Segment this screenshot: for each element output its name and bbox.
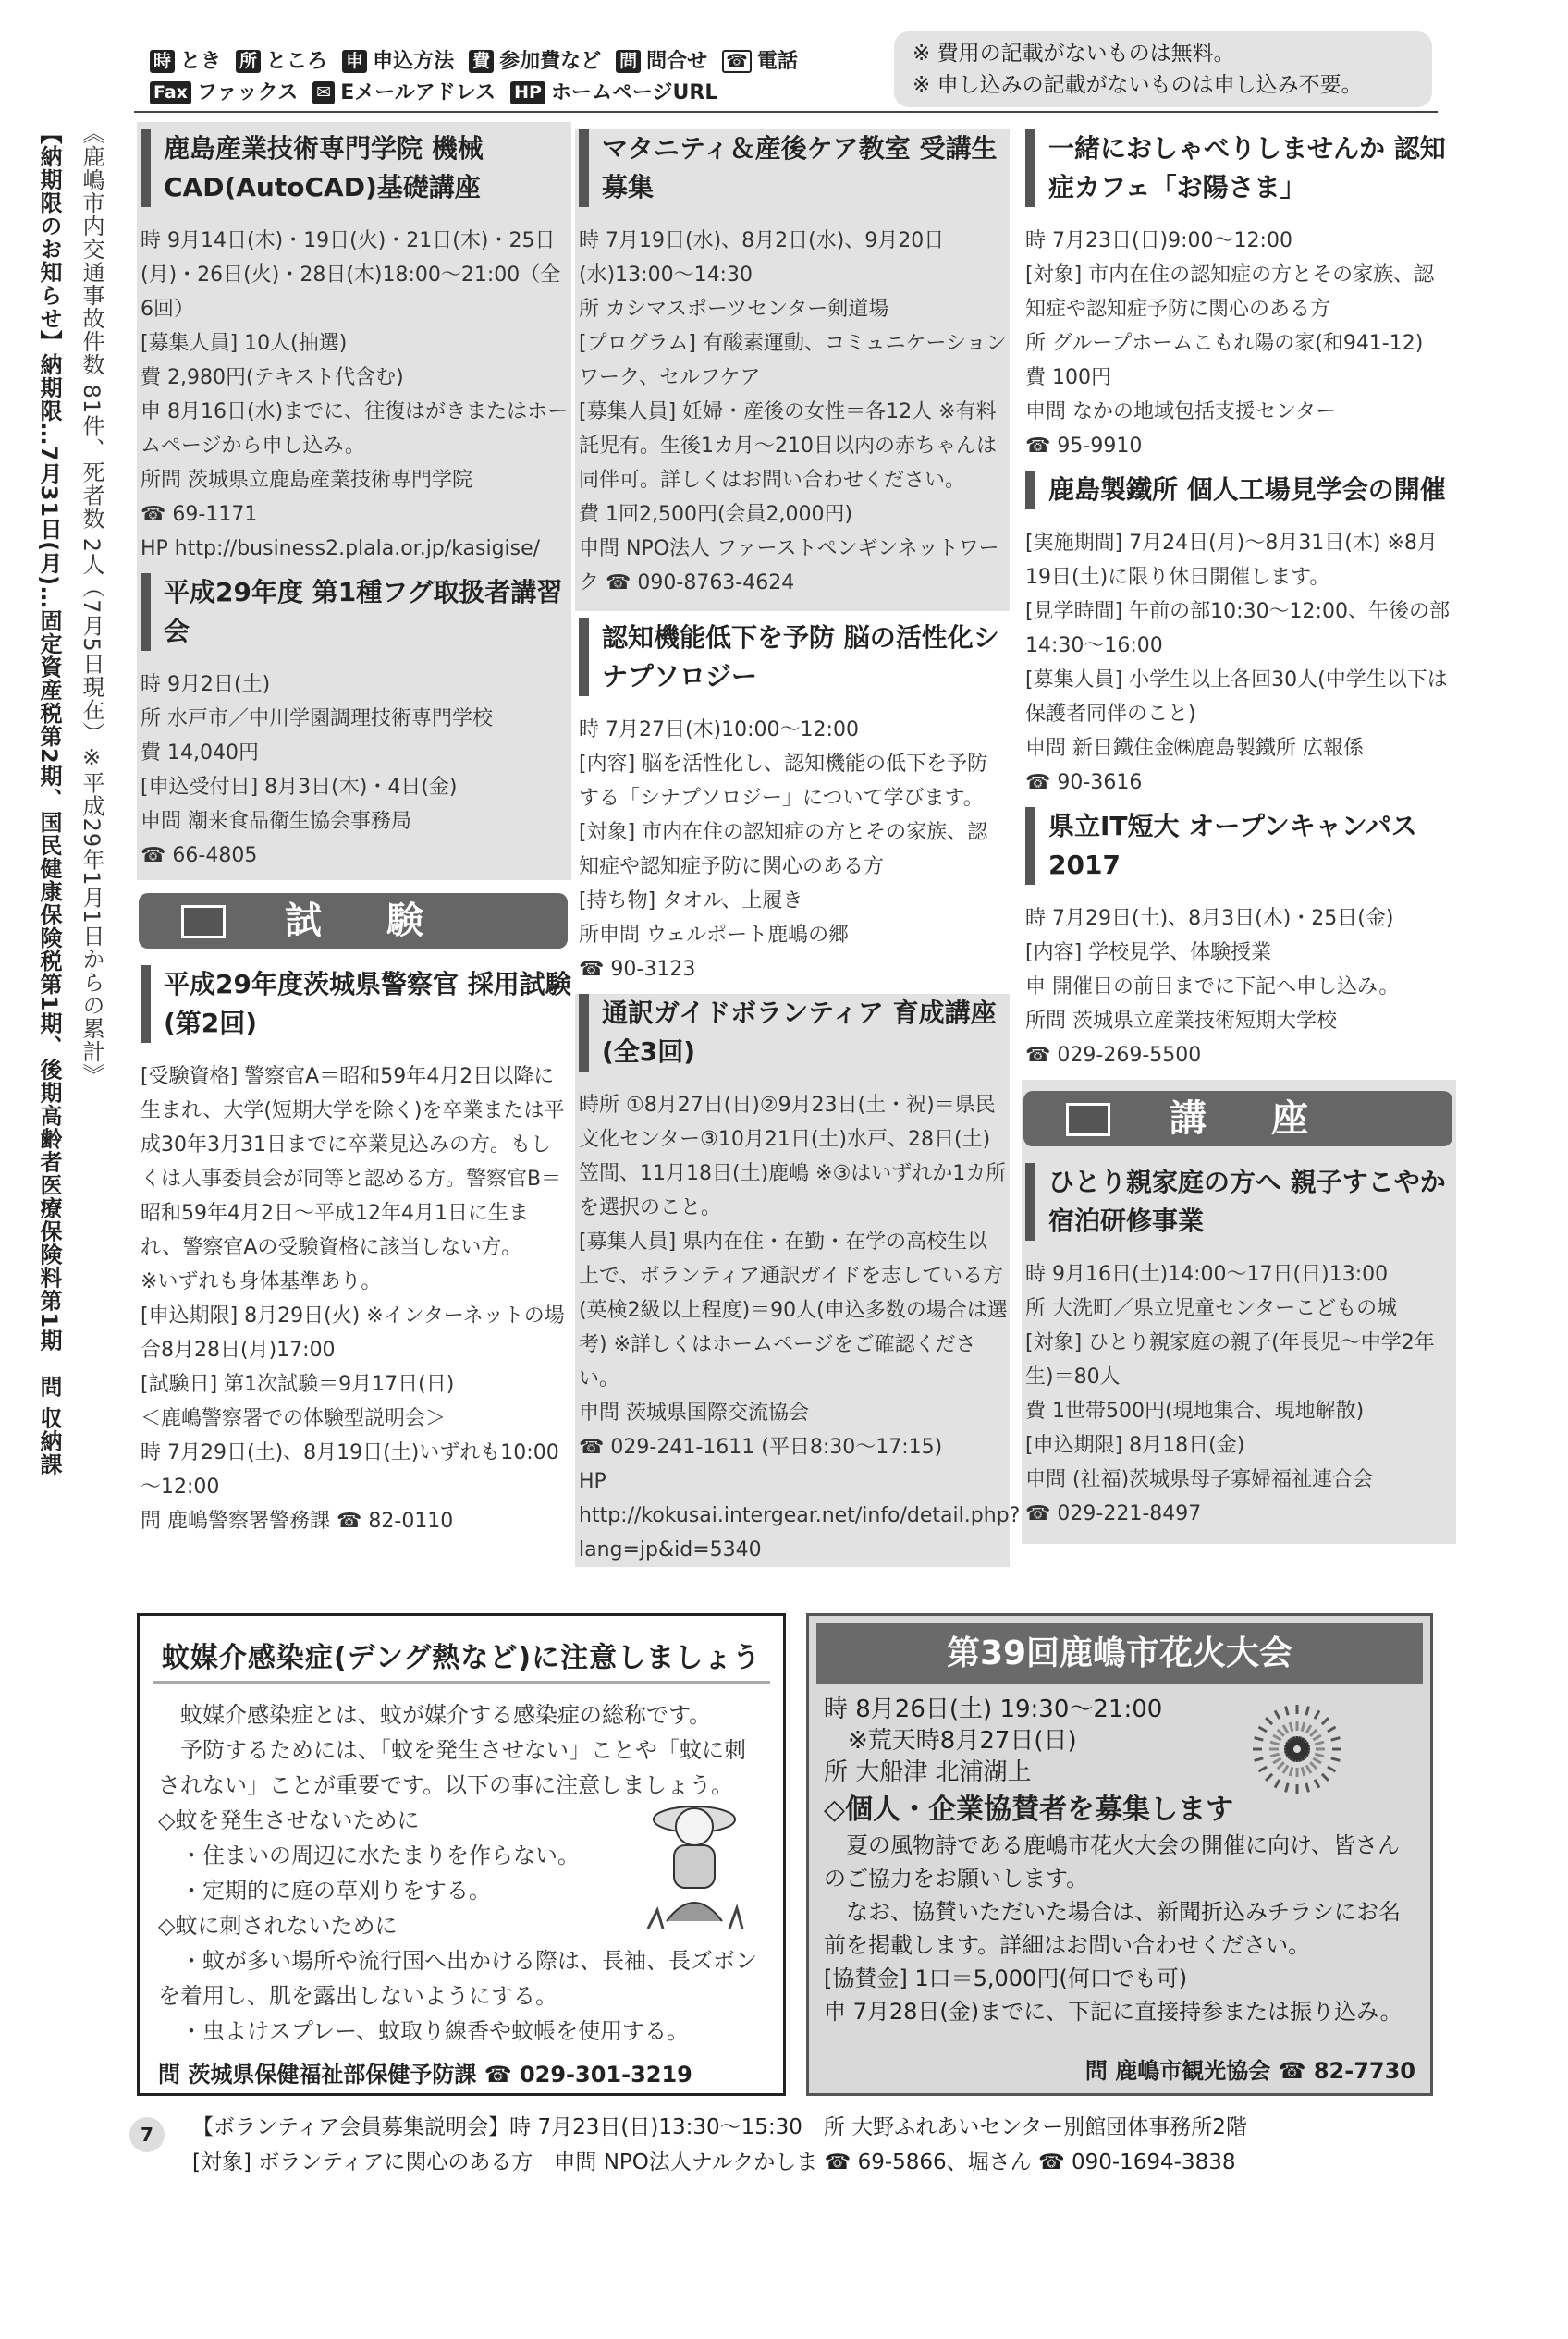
- section-body: [1022, 526, 1456, 800]
- gardener-illustration: [639, 1792, 750, 1930]
- text-line: 申問 茨城県国際交流協会: [579, 1402, 809, 1425]
- section-body: [137, 667, 571, 873]
- legend: [150, 46, 880, 109]
- legend-item: [312, 81, 496, 104]
- text-line: ◇蚊に刺されないために: [158, 1913, 398, 1939]
- footer: [129, 2110, 1433, 2180]
- text-line: [プログラム] 有酸素運動、コミュニケーションワーク、セルフケア: [579, 332, 1007, 389]
- legend-label: ファックス: [196, 81, 299, 104]
- text-line: 蚊媒介感染症とは、蚊が媒介する感染症の総称です。: [158, 1702, 712, 1728]
- text-line: [申込期限] 8月29日(火) ※インターネットの場合8月28日(月)17:00: [141, 1304, 565, 1362]
- text-line: [受験資格] 警察官A＝昭和59年4月2日以降に生まれ、大学(短期大学を除く)を卒業または平成30年3月31日までに卒業見込みの方。もしくは人事委員会が同等と認める方。警察官B＝昭和59年4月2日～平成12年4月1日に生まれ、警察官Aの受験資格に該当しない方。: [141, 1065, 565, 1259]
- legend-icon: 問: [616, 50, 641, 73]
- text-line: [持ち物] タオル、上履き: [579, 889, 803, 912]
- text-line: ※いずれも身体基準あり。: [141, 1270, 382, 1293]
- text-line: 所 大船津 北浦湖上: [824, 1758, 1032, 1786]
- text-line: ☎ 029-241-1611 (平日8:30～17:15): [579, 1436, 943, 1459]
- section-body: [1022, 224, 1456, 463]
- text-line: 問 鹿嶋警察署警務課 ☎ 82-0110: [141, 1510, 454, 1533]
- legend-icon: HP: [510, 81, 545, 104]
- section-maternity: [575, 129, 1010, 600]
- section-body: [575, 224, 1010, 600]
- sponsor-body: [824, 1829, 1415, 2028]
- text-line: 時 9月14日(木)・19日(火)・21日(木)・25日(月)・26日(火)・28日(木)18:00～21:00（全6回）: [141, 229, 561, 321]
- text-line: 申 開催日の前日までに下記へ申し込み。: [1025, 975, 1400, 998]
- text-line: 所問 茨城県立鹿島産業技術専門学院: [141, 469, 472, 492]
- text-line: 時所 ①8月27日(日)②9月23日(土・祝)＝県民文化センター③10月21日(土)水戸、28日(土)笠間、11月18日(土)鹿嶋 ※③はいずれか1カ所を選択のこと。: [579, 1094, 1007, 1219]
- legend-item: [469, 50, 601, 73]
- section-title: 県立IT短大 オープンキャンパス2017: [1025, 807, 1456, 885]
- column-2: [575, 122, 1021, 1581]
- section-dementia-cafe: [1022, 129, 1456, 463]
- section-title: 一緒におしゃべりしませんか 認知症カフェ「お陽さま」: [1025, 129, 1456, 207]
- text-line: 所 水戸市／中川学園調理技術専門学校: [141, 707, 493, 730]
- notes-box: [894, 31, 1432, 107]
- text-line: ・虫よけスプレー、蚊取り線香や蚊帳を使用する。: [158, 2018, 690, 2044]
- section-guide-volunteer: [575, 994, 1021, 1567]
- legend-label: ホームページURL: [550, 81, 718, 104]
- category-band-course: [1023, 1091, 1452, 1146]
- legend-item: [342, 50, 454, 73]
- text-line: [対象] 市内在住の認知症の方とその家族、認知症や認知症予防に関心のある方: [579, 821, 988, 878]
- section-fugu-course: [137, 573, 571, 873]
- legend-label: とき: [180, 50, 222, 73]
- text-line: [募集人員] 10人(抽選): [141, 332, 348, 355]
- section-body: [1022, 901, 1456, 1072]
- mosquito-notice-box: [137, 1613, 786, 2096]
- text-line: [申込期限] 8月18日(金): [1025, 1434, 1245, 1457]
- text-line: [申込受付日] 8月3日(木)・4日(金): [141, 776, 458, 799]
- section-title: ひとり親家庭の方へ 親子すこやか宿泊研修事業: [1025, 1163, 1456, 1241]
- text-line: [対象] ひとり親家庭の親子(年長児～中学2年生)＝80人: [1025, 1331, 1435, 1389]
- legend-item: [616, 50, 707, 73]
- text-line: 夏の風物詩である鹿嶋市花火大会の開催に向け、皆さんのご協力をお願いします。: [824, 1832, 1401, 1892]
- person-icon: [1066, 1103, 1110, 1136]
- text-line: 申問 NPO法人 ファーストペンギンネットワーク ☎ 090-8763-4624: [579, 537, 999, 594]
- footer-line: [対象] ボランティアに関心のある方 申問 NPO法人ナルクかしま ☎ 69-5866、堀さん ☎ 090-1694-3838: [192, 2150, 1236, 2174]
- legend-icon: Fax: [150, 81, 191, 104]
- legend-label: Eメールアドレス: [340, 81, 496, 104]
- text-line: ☎ 029-221-8497: [1025, 1502, 1202, 1525]
- page-number: 7: [129, 2117, 165, 2152]
- text-line: 申問 なかの地域包括支援センター: [1025, 400, 1337, 423]
- text-line: 時 7月29日(土)、8月19日(土)いずれも10:00～12:00: [141, 1441, 559, 1499]
- text-line: ※荒天時8月27日(日): [824, 1727, 1077, 1755]
- section-title: 通訳ガイドボランティア 育成講座(全3回): [579, 994, 1010, 1072]
- text-line: ☎ 66-4805: [141, 844, 258, 867]
- text-line: [実施期間] 7月24日(月)～8月31日(木) ※8月19日(土)に限り休日開催します。: [1025, 532, 1438, 589]
- section-single-parent: [1022, 1163, 1456, 1531]
- legend-label: 参加費など: [499, 50, 602, 73]
- text-line: 申問 (社福)茨城県母子寡婦福祉連合会: [1025, 1468, 1374, 1491]
- fireworks-festival-box: [806, 1613, 1433, 2096]
- text-line: 所 グループホームこもれ陽の家(和941-12): [1025, 332, 1424, 355]
- text-line: [内容] 脳を活性化し、認知機能の低下を予防する「シナプソロジー」について学びます。: [579, 753, 988, 810]
- box-contact: 問 鹿嶋市観光協会 ☎ 82-7730: [1084, 2058, 1415, 2084]
- legend-label: ところ: [266, 50, 328, 73]
- text-line: 所申問 ウェルポート鹿嶋の郷: [579, 924, 850, 947]
- section-title: 鹿島産業技術専門学院 機械CAD(AutoCAD)基礎講座: [141, 129, 571, 207]
- text-line: 申 8月16日(水)までに、往復はがきまたはホームページから申し込み。: [141, 400, 569, 458]
- section-police-exam: [137, 965, 571, 1538]
- text-line: なお、協賛いただいた場合は、新聞折込みチラシにお名前を掲載します。詳細はお問い合わせください。: [824, 1899, 1401, 1958]
- section-body: [137, 1059, 571, 1538]
- text-line: ・定期的に庭の草刈りをする。: [158, 1878, 491, 1904]
- text-line: [内容] 学校見学、体験授業: [1025, 941, 1272, 964]
- text-line: HP http://kokusai.intergear.net/info/detail.php?lang=jp&id=5340: [579, 1470, 1021, 1561]
- text-line: ☎ 90-3616: [1025, 771, 1143, 794]
- legend-item: [722, 50, 798, 73]
- text-line: [募集人員] 県内在住・在勤・在学の高校生以上で、ボランティア通訳ガイドを志している方(英検2級以上程度)＝90人(申込多数の場合は選考) ※詳しくはホームページをご確認ください。: [579, 1231, 1008, 1390]
- text-line: 所問 茨城県立産業技術短期大学校: [1025, 1010, 1337, 1033]
- note-line: ※ 費用の記載がないものは無料。: [913, 42, 1235, 66]
- box-title: 蚊媒介感染症(デング熱など)に注意しましょう: [153, 1635, 770, 1684]
- box-title: 第39回鹿嶋市花火大会: [816, 1623, 1423, 1684]
- legend-label: 問合せ: [646, 50, 708, 73]
- section-body: [1022, 1257, 1456, 1531]
- section-title: マタニティ＆産後ケア教室 受講生募集: [579, 129, 1010, 207]
- text-line: ☎ 69-1171: [141, 503, 258, 526]
- text-line: [協賛金] 1口＝5,000円(何口でも可): [824, 1965, 1188, 1991]
- section-body: [575, 713, 1010, 986]
- section-body: [575, 1088, 1021, 1567]
- note-line: ※ 申し込みの記載がないものは申し込み不要。: [913, 73, 1363, 97]
- text-line: 時 7月19日(水)、8月2日(水)、9月20日(水)13:00～14:30: [579, 229, 945, 287]
- legend-icon: 時: [150, 50, 175, 73]
- legend-icon: ☎: [722, 50, 752, 73]
- legend-item: [150, 81, 298, 104]
- legend-icon: 所: [236, 50, 261, 73]
- fireworks-icon: [1232, 1694, 1362, 1814]
- footer-line: 【ボランティア会員募集説明会】時 7月23日(日)13:30～15:30 所 大野ふれあいセンター別館団体事務所2階: [192, 2115, 1247, 2139]
- text-line: [見学時間] 午前の部10:30～12:00、午後の部14:30～16:00: [1025, 600, 1450, 657]
- section-it-college: [1022, 807, 1456, 1072]
- text-line: 費 2,980円(テキスト代含む): [141, 366, 404, 389]
- traffic-accident-notice: 《鹿嶋市内交通事故件数 81件、死者数 2人（7月5日現在）※平成29年1月1日からの累計》: [79, 122, 104, 1086]
- tax-deadline-notice: 【納期限のお知らせ】納期限…7月31日(月)…固定資産税第2期、国民健康保険税第1期、後期高齢者医療保険料第1期 問 収納課: [36, 122, 62, 1476]
- text-line: 申問 新日鐵住金㈱鹿島製鐵所 広報係: [1025, 737, 1364, 760]
- legend-item: [236, 50, 327, 73]
- legend-item: [150, 50, 221, 73]
- legend-icon: 申: [342, 50, 367, 73]
- band-label: 講座: [1170, 1097, 1373, 1140]
- text-line: [試験日] 第1次試験＝9月17日(日): [141, 1373, 455, 1396]
- text-line: ＜鹿嶋警察署での体験型説明会＞: [141, 1407, 447, 1430]
- section-title: 認知機能低下を予防 脳の活性化シナプソロジー: [579, 618, 1010, 696]
- text-line: 時 8月26日(土) 19:30～21:00: [824, 1696, 1163, 1723]
- section-title: 平成29年度 第1種フグ取扱者講習会: [141, 573, 571, 651]
- text-line: 費 1世帯500円(現地集合、現地解散): [1025, 1400, 1365, 1423]
- text-line: ☎ 95-9910: [1025, 435, 1143, 458]
- category-band-exam: [139, 893, 568, 949]
- sponsor-heading: ◇個人・企業協賛者を募集します: [824, 1794, 1234, 1826]
- section-body: [137, 224, 571, 566]
- text-line: 費 100円: [1025, 366, 1111, 389]
- text-line: 費 1回2,500円(会員2,000円): [579, 503, 853, 526]
- section-synapsology: [575, 618, 1010, 986]
- text-line: 所 カシマスポーツセンター剣道場: [579, 298, 889, 321]
- text-line: 所 大洗町／県立児童センターこどもの城: [1025, 1297, 1398, 1320]
- legend-label: 電話: [756, 50, 798, 73]
- legend-icon: ✉: [312, 81, 335, 104]
- text-line: [募集人員] 妊婦・産後の女性＝各12人 ※有料託児有。生後1カ月～210日以内の赤ちゃんは同伴可。詳しくはお問い合わせください。: [579, 400, 997, 492]
- box-contact: 問 茨城県保健福祉部保健予防課 ☎ 029-301-3219: [158, 2062, 692, 2088]
- legend-label: 申込方法: [373, 50, 455, 73]
- text-line: 費 14,040円: [141, 741, 259, 765]
- text-line: ・住まいの周辺に水たまりを作らない。: [158, 1843, 580, 1868]
- section-steelworks-tour: [1022, 471, 1456, 800]
- text-line: 時 9月2日(土): [141, 673, 271, 696]
- text-line: 申 7月28日(金)までに、下記に直接持参または振り込み。: [824, 1999, 1403, 2025]
- text-line: 申問 潮来食品衛生協会事務局: [141, 810, 411, 833]
- legend-item: [510, 81, 717, 104]
- section-title: 平成29年度茨城県警察官 採用試験(第2回): [141, 965, 571, 1043]
- text-line: 予防するためには、「蚊を発生させない」ことや「蚊に刺されない」ことが重要です。以下の事に注意しましょう。: [158, 1737, 746, 1798]
- text-line: 時 7月23日(日)9:00～12:00: [1025, 229, 1292, 252]
- text-line: [募集人員] 小学生以上各回30人(中学生以下は保護者同伴のこと): [1025, 668, 1448, 726]
- band-label: 試験: [285, 900, 488, 942]
- text-line: HP http://business2.plala.or.jp/kasigise/: [141, 537, 541, 560]
- text-line: 時 7月27日(木)10:00～12:00: [579, 718, 859, 741]
- section-title: 鹿島製鐵所 個人工場見学会の開催: [1025, 471, 1456, 509]
- text-line: ◇蚊を発生させないために: [158, 1807, 420, 1833]
- text-line: ・蚊が多い場所や流行国へ出かける際は、長袖、長ズボンを着用し、肌を露出しないようにする。: [158, 1948, 757, 2009]
- text-line: ☎ 029-269-5500: [1025, 1044, 1202, 1067]
- column-1: [137, 122, 571, 1581]
- text-line: ☎ 90-3123: [579, 958, 696, 981]
- column-3: [1022, 122, 1456, 1581]
- divider: [134, 111, 1438, 113]
- section-cad-course: [137, 129, 571, 566]
- text-line: 時 9月16日(土)14:00～17日(日)13:00: [1025, 1263, 1389, 1286]
- text-line: [対象] 市内在住の認知症の方とその家族、認知症や認知症予防に関心のある方: [1025, 263, 1435, 321]
- text-line: 時 7月29日(土)、8月3日(木)・25日(金): [1025, 907, 1394, 930]
- book-icon: [181, 905, 226, 938]
- legend-icon: 費: [469, 50, 494, 73]
